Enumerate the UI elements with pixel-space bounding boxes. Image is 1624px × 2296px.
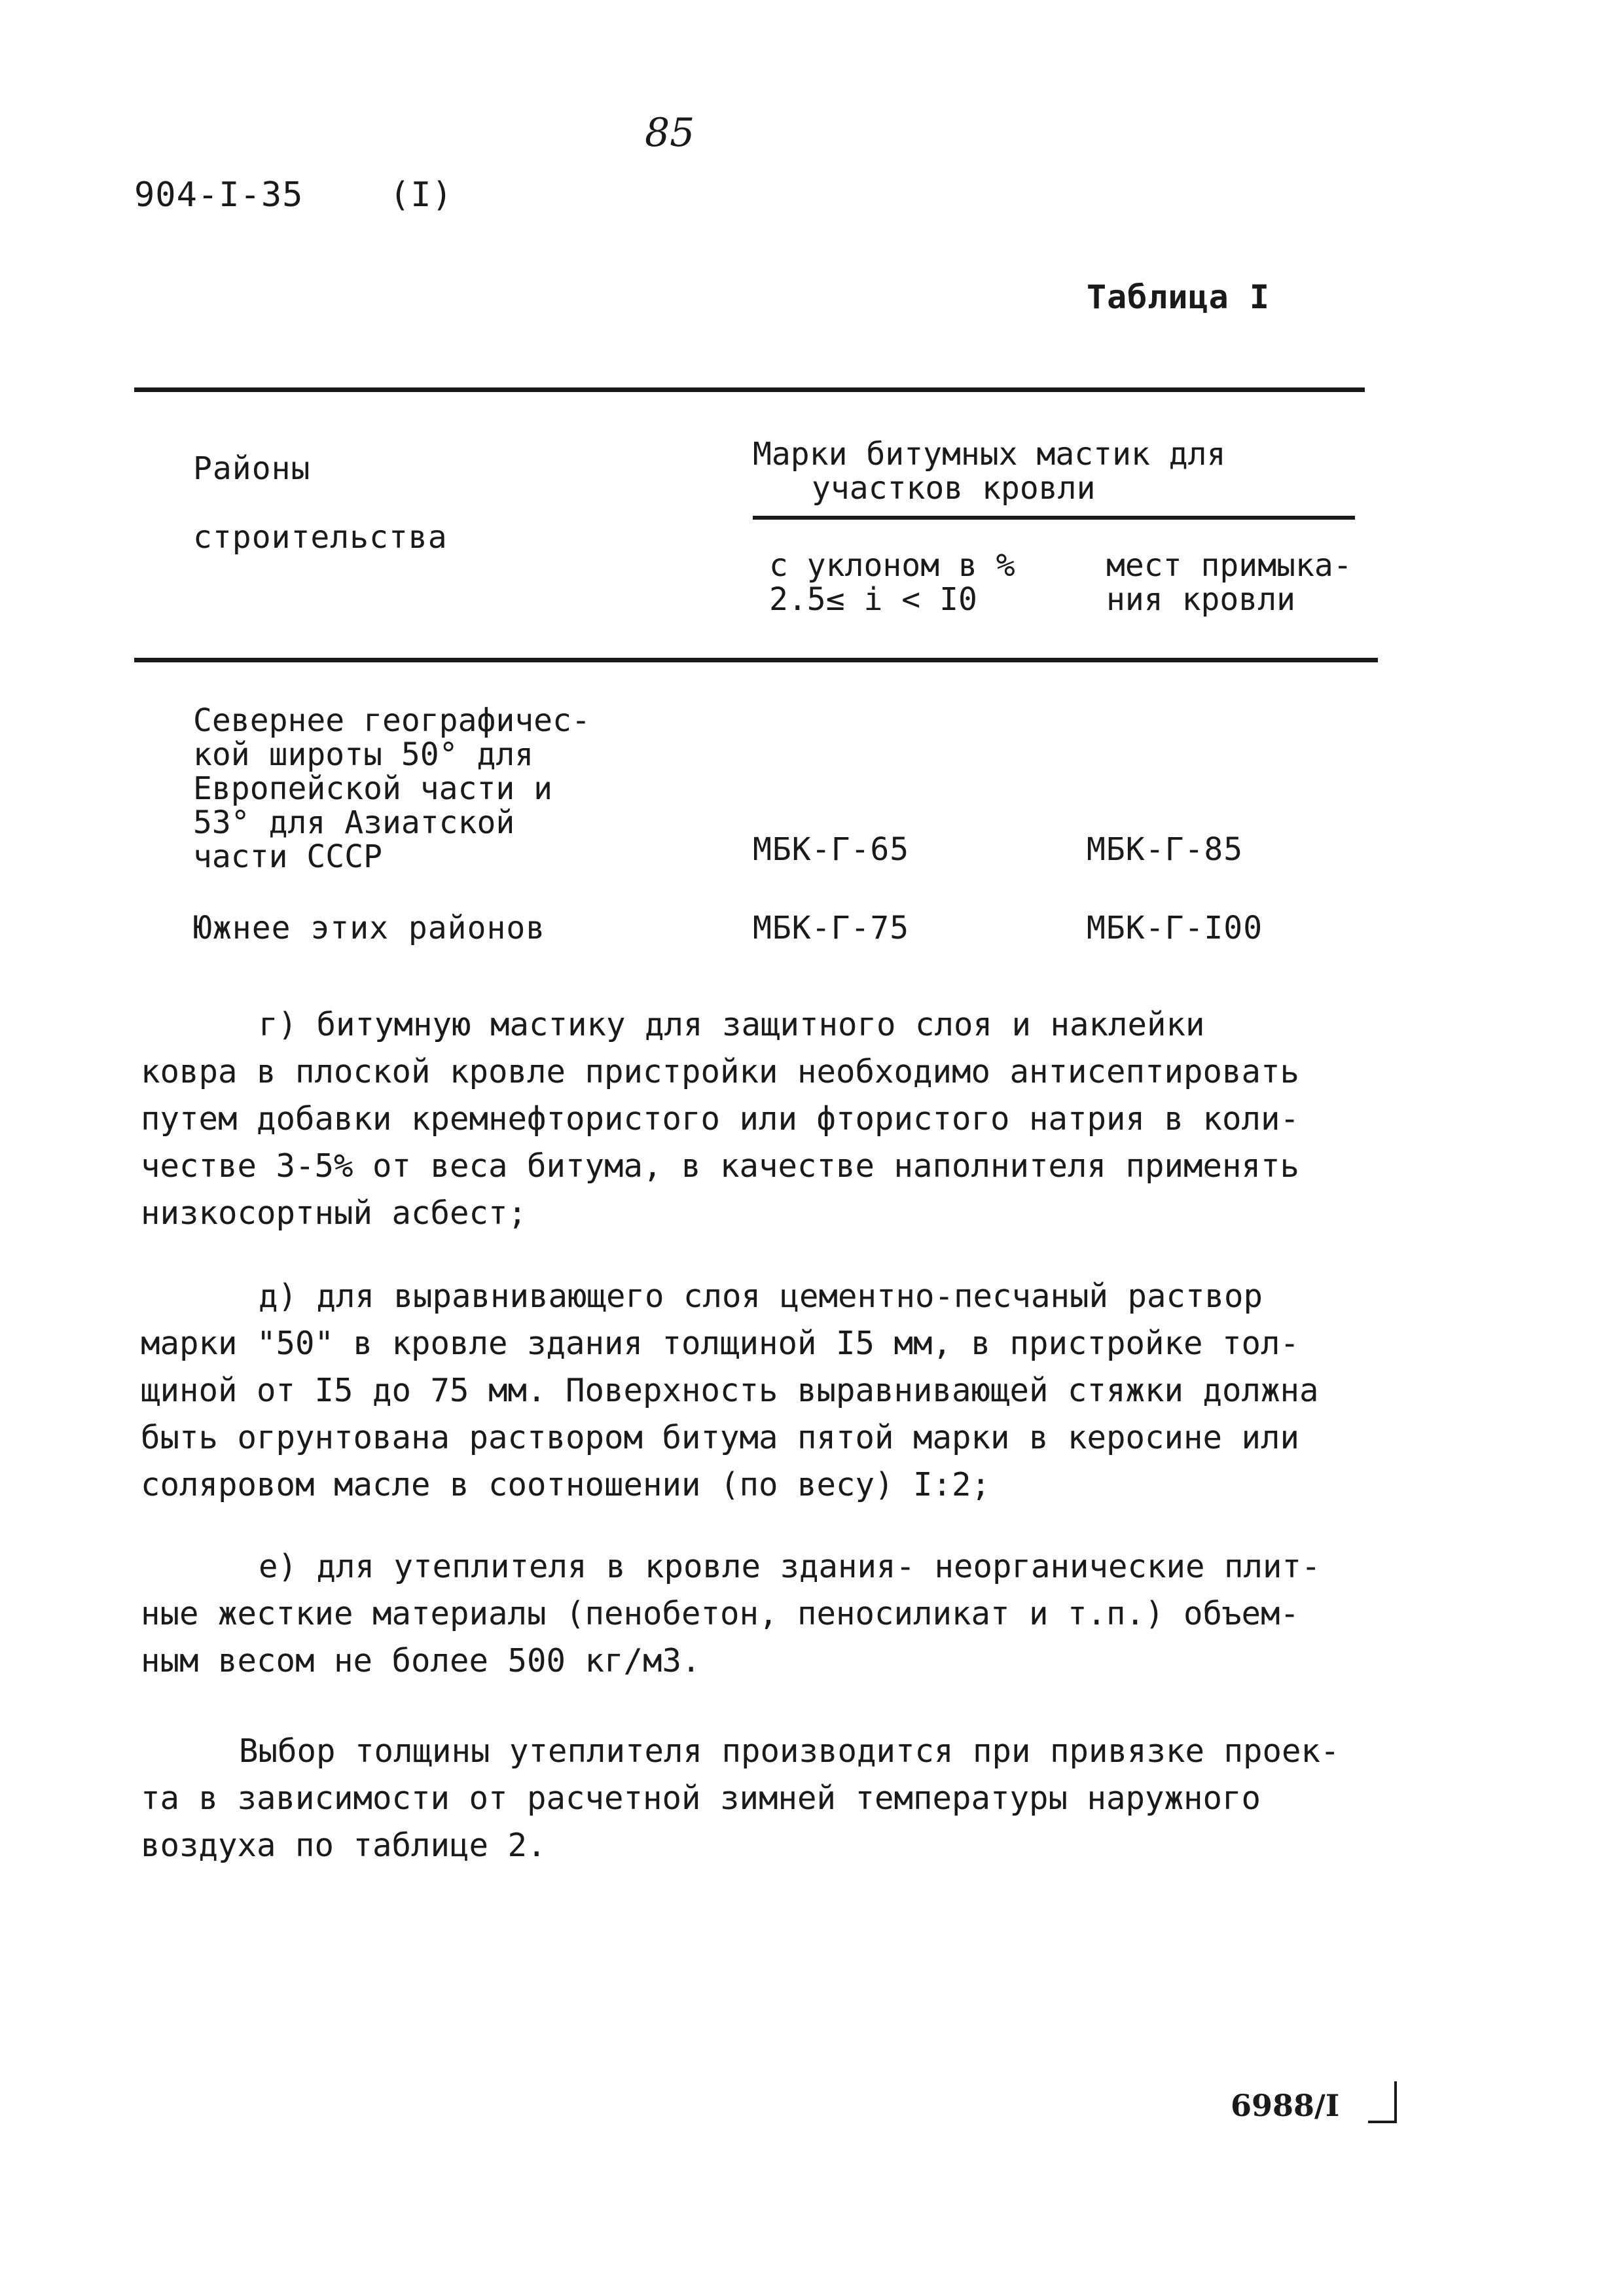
page-number: 85 <box>645 110 695 156</box>
table-top-rule <box>134 387 1365 392</box>
table-cell-junction-grade: МБК-Г-85 <box>1087 831 1244 868</box>
paragraph-final: Выбор толщины утеплителя производится при привязке проек- та в зависимости от расчетной зимней температуры наружного воздуха по таблице 2. <box>141 1732 1340 1864</box>
grades-header-line2: участков кровли <box>812 470 1096 507</box>
slope-header <box>769 548 1015 617</box>
paragraph-d: д) для выравнивающего слоя цементно-песчаный раствор марки "50" в кровле здания толщиной I5 мм, в пристройке тол- щиной от I5 до 75 мм. Поверхность выравнивающей стяжки должна быть огрунтована раствором битума пятой марки в керосине или соляровом масле в соотношении (по весу) I:2; <box>141 1278 1319 1503</box>
table-header-bottom-rule <box>134 658 1378 662</box>
corner-mark-horizontal <box>1368 2121 1394 2123</box>
doc-code: 904-I-35 <box>134 175 304 215</box>
table-row-region: Южнее этих районов <box>193 910 546 946</box>
slope-header-line2: 2.5≤ i < I0 <box>769 581 977 618</box>
junction-header-line2: ния кровли <box>1106 581 1295 618</box>
table-title: Таблица I <box>1087 278 1270 316</box>
table-cell-slope-grade: МБК-Г-75 <box>753 910 910 946</box>
sheet-code: 6988/I <box>1231 2088 1340 2123</box>
region-header-line1: Районы <box>193 450 311 487</box>
paragraph-g: г) битумную мастику для защитного слоя и наклейки ковра в плоской кровле пристройки необходимо антисептировать путем добавки кремнефтористого или фтористого натрия в коли- честве 3-5% от веса битума, в качестве наполнителя применять низкосортный асбест; <box>141 1006 1300 1232</box>
corner-mark-vertical <box>1394 2081 1397 2123</box>
region-header-line2: строительства <box>193 519 448 556</box>
junction-header <box>1106 548 1352 617</box>
junction-header-line1: мест примыка- <box>1106 547 1352 584</box>
grades-header <box>753 437 1225 505</box>
doc-part: (I) <box>389 175 453 215</box>
table-row-region: Севернее географичес- кой широты 50° для Европейской части и 53° для Азиатской части СССР <box>193 702 590 875</box>
table-cell-slope-grade: МБК-Г-65 <box>753 831 910 868</box>
slope-header-line1: с уклоном в % <box>769 547 1015 584</box>
table-cell-junction-grade: МБК-Г-I00 <box>1087 910 1263 946</box>
grades-header-line1: Марки битумных мастик для <box>753 436 1226 473</box>
paragraph-e: е) для утеплителя в кровле здания- неорганические плит- ные жесткие материалы (пенобетон, пеносиликат и т.п.) объем- ным весом не более 500 кг/м3. <box>141 1548 1321 1679</box>
grades-subheader-rule <box>753 516 1355 520</box>
